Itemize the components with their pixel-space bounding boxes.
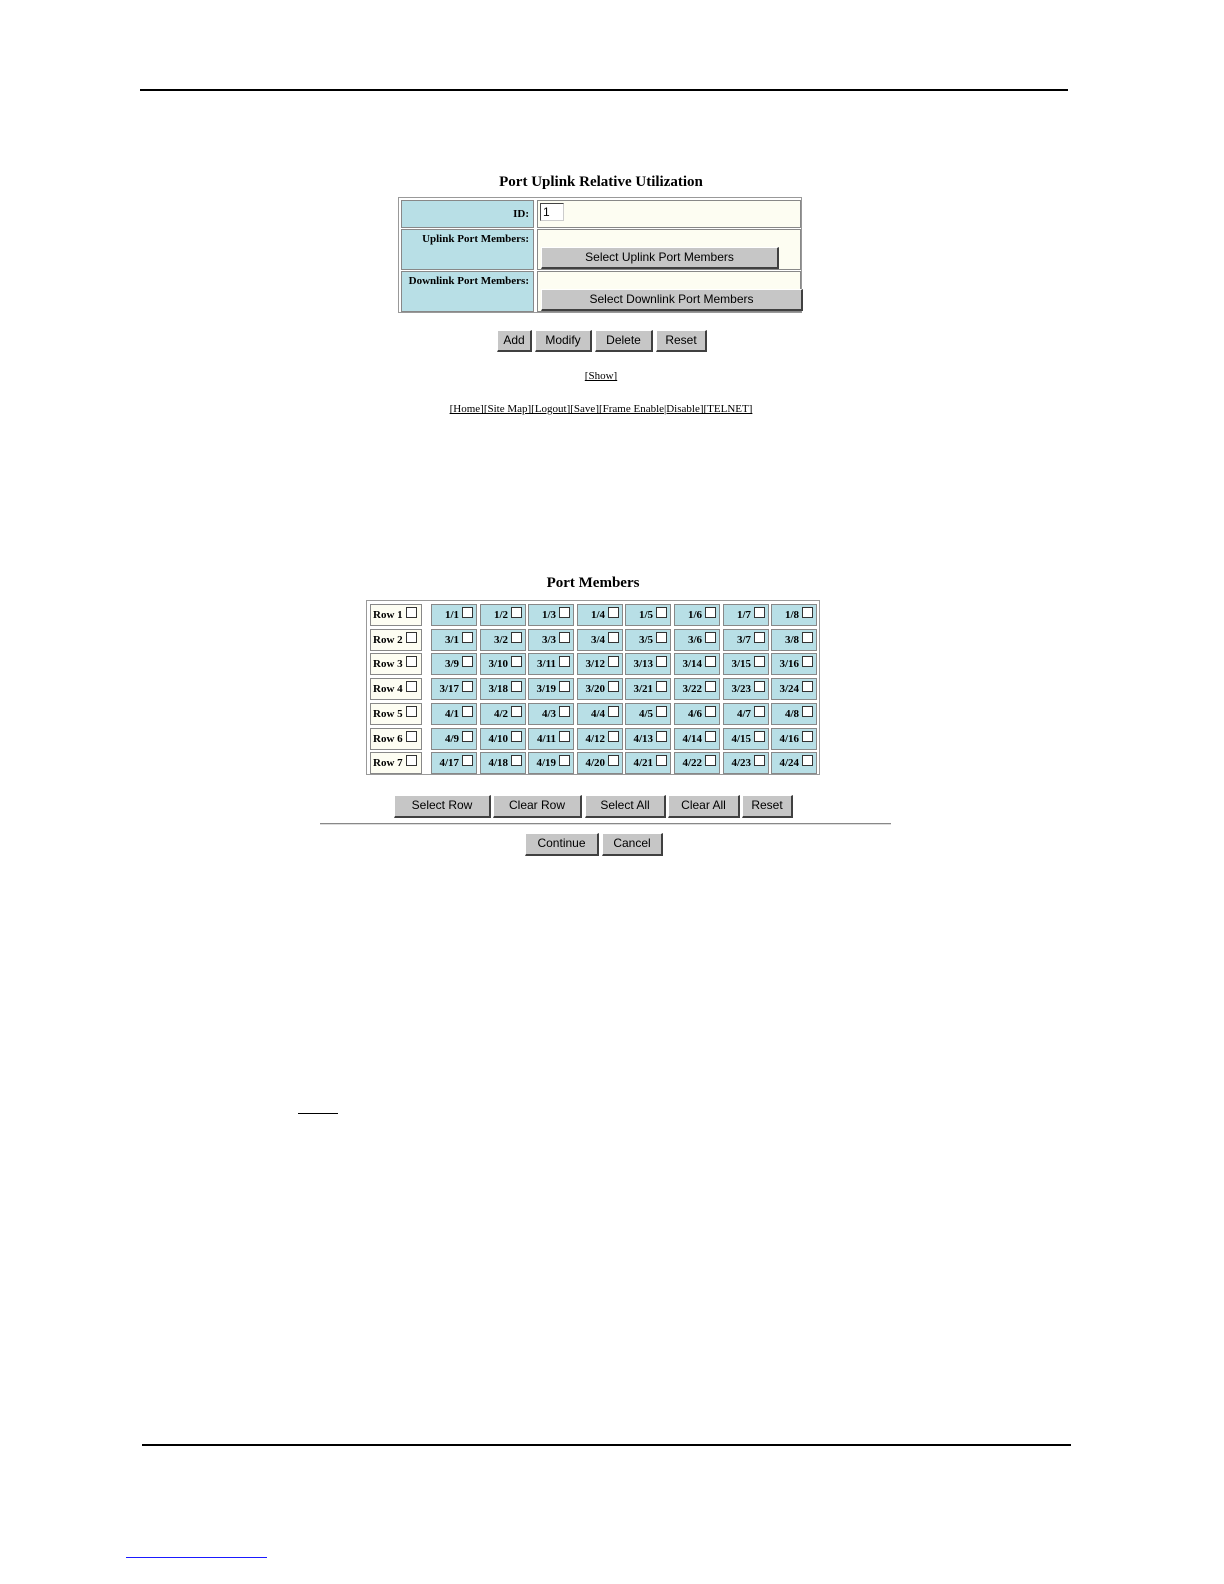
port-label: 3/4 xyxy=(590,634,605,646)
port-cell xyxy=(528,752,574,774)
port-cell xyxy=(674,653,720,675)
id-label: ID: xyxy=(401,200,534,228)
port-checkbox[interactable] xyxy=(705,755,716,766)
port-label: 3/14 xyxy=(682,658,702,670)
port-label: 3/20 xyxy=(585,683,605,695)
port-cell xyxy=(771,678,817,700)
port-label: 4/3 xyxy=(541,708,556,720)
uplink-form-panel xyxy=(398,197,802,313)
port-checkbox[interactable] xyxy=(462,632,473,643)
port-cell xyxy=(480,604,526,626)
port-label: 4/16 xyxy=(779,733,799,745)
port-cell xyxy=(528,728,574,750)
row-label: Row 4 xyxy=(373,683,403,695)
row-label: Row 5 xyxy=(373,708,403,720)
port-cell xyxy=(625,752,671,774)
port-cell xyxy=(528,604,574,626)
port-cell xyxy=(528,653,574,675)
port-label: 1/4 xyxy=(590,609,605,621)
downlink-cell xyxy=(537,271,801,312)
port-label: 4/8 xyxy=(784,708,799,720)
note-underline xyxy=(298,1113,338,1114)
reset-button[interactable]: Reset xyxy=(656,330,707,352)
row-checkbox[interactable] xyxy=(406,706,417,717)
cancel-button[interactable]: Cancel xyxy=(602,833,663,856)
port-label: 3/11 xyxy=(537,658,556,670)
port-cell xyxy=(723,678,769,700)
port-cell xyxy=(674,629,720,651)
port-cell xyxy=(674,678,720,700)
row-label: Row 1 xyxy=(373,609,403,621)
port-label: 4/9 xyxy=(444,733,459,745)
port-cell xyxy=(625,703,671,725)
row-select-cell xyxy=(370,703,422,725)
port-checkbox[interactable] xyxy=(705,731,716,742)
port-cell xyxy=(577,653,623,675)
port-cell xyxy=(625,629,671,651)
uplink-cell xyxy=(537,229,801,270)
nav-links[interactable]: [Home][Site Map][Logout][Save][Frame Enable|Disable][TELNET] xyxy=(449,403,753,415)
port-checkbox[interactable] xyxy=(608,755,619,766)
port-checkbox[interactable] xyxy=(802,632,813,643)
port-label: 4/18 xyxy=(488,757,508,769)
port-cell xyxy=(771,728,817,750)
port-checkbox[interactable] xyxy=(608,681,619,692)
port-label: 4/6 xyxy=(687,708,702,720)
port-label: 3/17 xyxy=(439,683,459,695)
port-checkbox[interactable] xyxy=(511,681,522,692)
port-checkbox[interactable] xyxy=(511,632,522,643)
port-label: 3/1 xyxy=(444,634,459,646)
port-label: 4/14 xyxy=(682,733,702,745)
port-checkbox[interactable] xyxy=(559,681,570,692)
port-checkbox[interactable] xyxy=(705,681,716,692)
row-select-cell xyxy=(370,629,422,651)
port-checkbox[interactable] xyxy=(462,731,473,742)
port-label: 4/22 xyxy=(682,757,702,769)
port-cell xyxy=(431,728,477,750)
port-checkbox[interactable] xyxy=(656,706,667,717)
top-divider xyxy=(140,89,1068,91)
port-label: 1/8 xyxy=(784,609,799,621)
port-checkbox[interactable] xyxy=(754,656,765,667)
port-label: 1/7 xyxy=(736,609,751,621)
port-checkbox[interactable] xyxy=(559,755,570,766)
row-label: Row 6 xyxy=(373,733,403,745)
port-checkbox[interactable] xyxy=(462,681,473,692)
port-checkbox[interactable] xyxy=(754,632,765,643)
port-checkbox[interactable] xyxy=(754,755,765,766)
port-label: 4/24 xyxy=(779,757,799,769)
port-cell xyxy=(674,703,720,725)
port-cell xyxy=(674,752,720,774)
port-checkbox[interactable] xyxy=(802,731,813,742)
port-label: 4/19 xyxy=(536,757,556,769)
row-checkbox[interactable] xyxy=(406,607,417,618)
port-cell xyxy=(771,752,817,774)
port-cell xyxy=(723,728,769,750)
id-row xyxy=(401,200,799,228)
port-checkbox[interactable] xyxy=(608,632,619,643)
port-checkbox[interactable] xyxy=(705,706,716,717)
port-label: 4/13 xyxy=(633,733,653,745)
port-label: 3/8 xyxy=(784,634,799,646)
port-label: 3/16 xyxy=(779,658,799,670)
delete-button[interactable]: Delete xyxy=(595,330,653,352)
port-label: 1/6 xyxy=(687,609,702,621)
port-cell xyxy=(431,752,477,774)
port-label: 4/15 xyxy=(731,733,751,745)
port-checkbox[interactable] xyxy=(559,607,570,618)
port-checkbox[interactable] xyxy=(705,656,716,667)
port-cell xyxy=(480,752,526,774)
port-checkbox[interactable] xyxy=(802,681,813,692)
port-label: 4/20 xyxy=(585,757,605,769)
port-cell xyxy=(480,653,526,675)
select-all-button[interactable]: Select All xyxy=(585,795,666,818)
port-checkbox[interactable] xyxy=(559,731,570,742)
port-cell xyxy=(771,703,817,725)
port-checkbox[interactable] xyxy=(705,632,716,643)
port-cell xyxy=(577,703,623,725)
row-checkbox[interactable] xyxy=(406,755,417,766)
row-select-cell xyxy=(370,728,422,750)
port-label: 3/9 xyxy=(444,658,459,670)
port-checkbox[interactable] xyxy=(656,632,667,643)
clear-all-button[interactable]: Clear All xyxy=(668,795,740,818)
port-checkbox[interactable] xyxy=(559,706,570,717)
port-checkbox[interactable] xyxy=(656,681,667,692)
port-label: 3/21 xyxy=(633,683,653,695)
port-label: 1/2 xyxy=(493,609,508,621)
port-cell xyxy=(625,653,671,675)
port-checkbox[interactable] xyxy=(511,656,522,667)
footer-link-underline xyxy=(126,1557,267,1558)
port-cell xyxy=(480,629,526,651)
row-label: Row 3 xyxy=(373,658,403,670)
row-select-cell xyxy=(370,604,422,626)
port-checkbox[interactable] xyxy=(656,755,667,766)
port-label: 4/17 xyxy=(439,757,459,769)
port-cell xyxy=(674,604,720,626)
port-label: 4/4 xyxy=(590,708,605,720)
port-cell xyxy=(480,678,526,700)
port-checkbox[interactable] xyxy=(802,706,813,717)
port-label: 3/7 xyxy=(736,634,751,646)
port-cell xyxy=(771,629,817,651)
port-checkbox[interactable] xyxy=(511,755,522,766)
port-cell xyxy=(431,653,477,675)
port-label: 3/22 xyxy=(682,683,702,695)
port-cell xyxy=(431,678,477,700)
port-checkbox[interactable] xyxy=(656,607,667,618)
port-label: 1/3 xyxy=(541,609,556,621)
port-checkbox[interactable] xyxy=(754,681,765,692)
port-checkbox[interactable] xyxy=(705,607,716,618)
port-checkbox[interactable] xyxy=(462,755,473,766)
uplink-form-title: Port Uplink Relative Utilization xyxy=(499,174,703,190)
port-checkbox[interactable] xyxy=(754,607,765,618)
port-checkbox[interactable] xyxy=(754,731,765,742)
port-label: 3/10 xyxy=(488,658,508,670)
port-cell xyxy=(723,653,769,675)
port-label: 4/5 xyxy=(638,708,653,720)
select-downlink-button[interactable]: Select Downlink Port Members xyxy=(541,289,803,311)
port-label: 3/6 xyxy=(687,634,702,646)
port-cell xyxy=(723,703,769,725)
row-select-cell xyxy=(370,752,422,774)
port-cell xyxy=(771,653,817,675)
port-label: 3/5 xyxy=(638,634,653,646)
port-checkbox[interactable] xyxy=(511,731,522,742)
port-checkbox[interactable] xyxy=(462,706,473,717)
select-uplink-button[interactable]: Select Uplink Port Members xyxy=(541,247,779,269)
port-label: 4/10 xyxy=(488,733,508,745)
grid-reset-button[interactable]: Reset xyxy=(742,795,793,818)
port-cell xyxy=(577,678,623,700)
port-checkbox[interactable] xyxy=(656,656,667,667)
port-cell xyxy=(528,629,574,651)
row-checkbox[interactable] xyxy=(406,632,417,643)
port-checkbox[interactable] xyxy=(802,656,813,667)
show-link[interactable]: [Show] xyxy=(584,370,618,382)
port-cell xyxy=(625,678,671,700)
port-label: 4/21 xyxy=(633,757,653,769)
port-label: 3/2 xyxy=(493,634,508,646)
port-checkbox[interactable] xyxy=(754,706,765,717)
port-members-title: Port Members xyxy=(546,575,640,591)
id-cell xyxy=(537,200,801,228)
port-checkbox[interactable] xyxy=(608,656,619,667)
port-checkbox[interactable] xyxy=(462,607,473,618)
downlink-label: Downlink Port Members: xyxy=(401,271,534,312)
port-cell xyxy=(577,629,623,651)
port-label: 4/12 xyxy=(585,733,605,745)
row-checkbox[interactable] xyxy=(406,731,417,742)
port-checkbox[interactable] xyxy=(559,656,570,667)
port-checkbox[interactable] xyxy=(462,656,473,667)
add-button[interactable]: Add xyxy=(497,330,532,352)
port-checkbox[interactable] xyxy=(802,607,813,618)
port-checkbox[interactable] xyxy=(608,607,619,618)
id-input[interactable]: 1 xyxy=(540,203,564,221)
port-cell xyxy=(577,604,623,626)
port-label: 4/2 xyxy=(493,708,508,720)
port-checkbox[interactable] xyxy=(511,706,522,717)
port-label: 3/24 xyxy=(779,683,799,695)
row-label: Row 7 xyxy=(373,757,403,769)
port-cell xyxy=(723,629,769,651)
port-cell xyxy=(480,728,526,750)
port-label: 4/1 xyxy=(444,708,459,720)
port-label: 3/23 xyxy=(731,683,751,695)
row-select-cell xyxy=(370,678,422,700)
select-row-button[interactable]: Select Row xyxy=(394,795,491,818)
modify-button[interactable]: Modify xyxy=(535,330,592,352)
port-label: 4/7 xyxy=(736,708,751,720)
port-checkbox[interactable] xyxy=(559,632,570,643)
port-cell xyxy=(723,752,769,774)
port-cell xyxy=(723,604,769,626)
port-cell xyxy=(625,604,671,626)
port-members-grid xyxy=(366,600,820,775)
port-cell xyxy=(528,678,574,700)
row-select-cell xyxy=(370,653,422,675)
uplink-row xyxy=(401,229,799,270)
port-cell xyxy=(480,703,526,725)
clear-row-button[interactable]: Clear Row xyxy=(493,795,582,818)
row-label: Row 2 xyxy=(373,634,403,646)
port-cell xyxy=(625,728,671,750)
port-label: 3/12 xyxy=(585,658,605,670)
continue-button[interactable]: Continue xyxy=(525,833,599,856)
port-checkbox[interactable] xyxy=(608,731,619,742)
uplink-label: Uplink Port Members: xyxy=(401,229,534,270)
grid-divider xyxy=(320,823,891,825)
downlink-row xyxy=(401,271,799,312)
port-cell xyxy=(771,604,817,626)
port-label: 3/15 xyxy=(731,658,751,670)
row-checkbox[interactable] xyxy=(406,681,417,692)
port-cell xyxy=(431,604,477,626)
port-label: 4/11 xyxy=(537,733,556,745)
port-label: 3/18 xyxy=(488,683,508,695)
port-cell xyxy=(577,728,623,750)
port-cell xyxy=(577,752,623,774)
port-cell xyxy=(674,728,720,750)
port-cell xyxy=(431,629,477,651)
port-label: 1/5 xyxy=(638,609,653,621)
port-checkbox[interactable] xyxy=(656,731,667,742)
port-label: 3/19 xyxy=(536,683,556,695)
port-cell xyxy=(528,703,574,725)
bottom-divider xyxy=(142,1444,1071,1446)
port-cell xyxy=(431,703,477,725)
row-checkbox[interactable] xyxy=(406,656,417,667)
port-checkbox[interactable] xyxy=(511,607,522,618)
port-label: 1/1 xyxy=(444,609,459,621)
port-checkbox[interactable] xyxy=(608,706,619,717)
port-label: 3/3 xyxy=(541,634,556,646)
port-checkbox[interactable] xyxy=(802,755,813,766)
port-label: 3/13 xyxy=(633,658,653,670)
port-label: 4/23 xyxy=(731,757,751,769)
